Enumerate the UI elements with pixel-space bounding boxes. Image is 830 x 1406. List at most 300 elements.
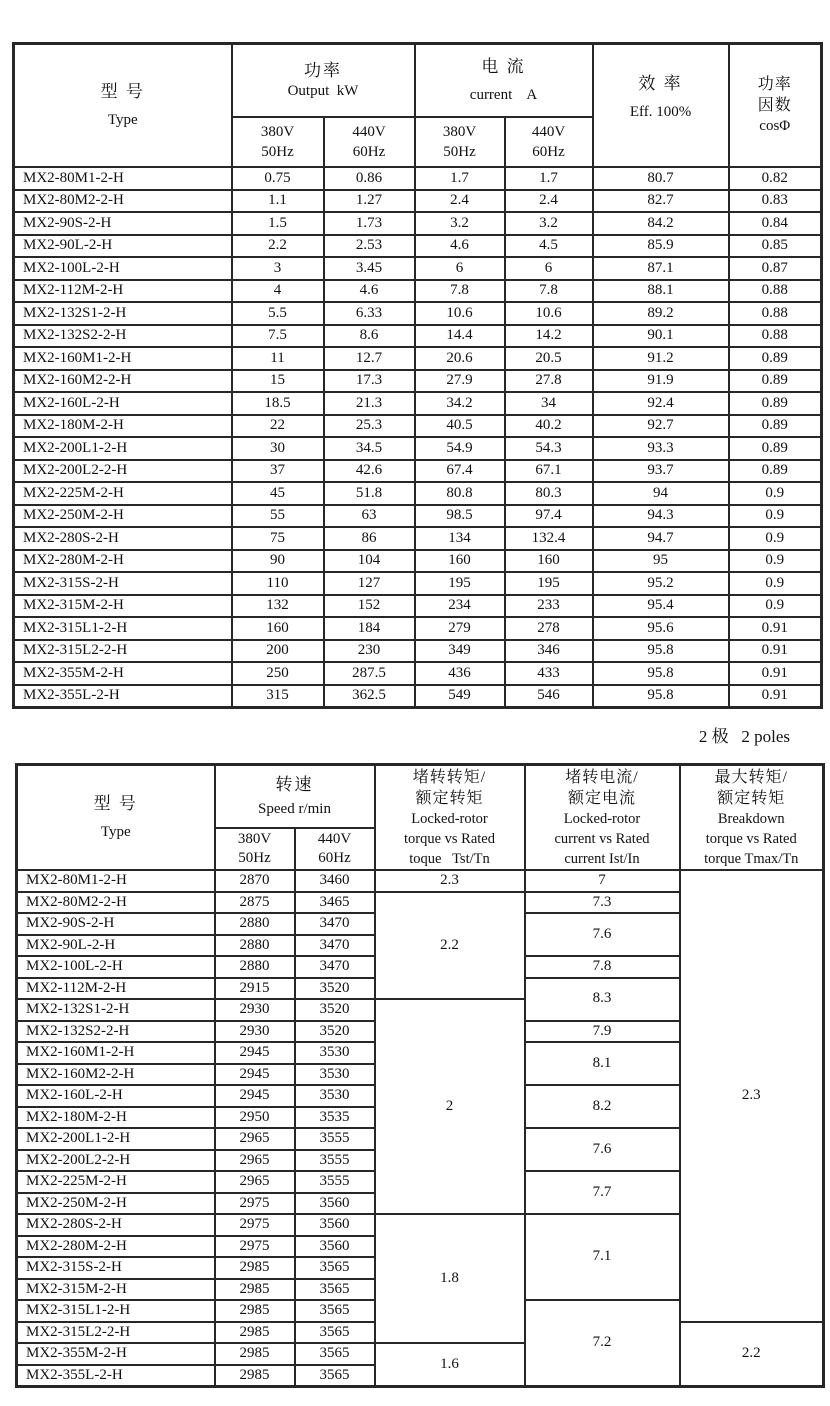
t1-row [14,527,822,550]
speed-cell: 2965 [215,1171,295,1193]
value-cell: 80.3 [505,482,593,505]
value-cell: 0.89 [729,370,822,393]
model-cell: MX2-132S2-2-H [14,325,232,348]
locked-current-label-zh-line1: 堵转电流/ [565,768,639,786]
model-cell: MX2-200L2-2-H [14,460,232,483]
value-cell: 55 [232,505,324,528]
model-cell: MX2-80M2-2-H [17,892,215,914]
frequency-label: 50Hz [238,850,271,866]
frequency-label: 60Hz [318,850,351,866]
t2-locked-current-column-header [525,765,680,871]
speed-cell: 3560 [295,1214,375,1236]
value-cell: 92.7 [593,415,729,438]
value-cell: 67.1 [505,460,593,483]
speed-cell: 2880 [215,956,295,978]
speed-cell: 3555 [295,1128,375,1150]
frequency-label: 50Hz [443,144,476,160]
model-cell: MX2-160M2-2-H [14,370,232,393]
speed-cell: 3460 [295,870,375,892]
value-cell: 0.88 [729,280,822,303]
value-cell: 45 [232,482,324,505]
value-cell: 54.3 [505,437,593,460]
value-cell: 7.8 [505,280,593,303]
value-cell: 75 [232,527,324,550]
breakdown-torque-label-en-line2: torque vs Rated [705,830,797,847]
speed-cell: 2945 [215,1064,295,1086]
value-cell: 127 [324,572,415,595]
model-cell: MX2-160M2-2-H [17,1064,215,1086]
t1-row [14,550,822,573]
speed-cell: 2870 [215,870,295,892]
voltage-label: 440V [352,123,386,140]
value-cell: 1.7 [505,167,593,190]
value-cell: 0.89 [729,347,822,370]
speed-cell: 2985 [215,1322,295,1344]
speed-label-zh: 转速 [275,774,314,794]
locked-torque-label-en-line1: Locked-rotor [411,810,488,827]
value-cell: 362.5 [324,685,415,708]
value-cell: 14.2 [505,325,593,348]
speed-cell: 2965 [215,1150,295,1172]
t2-row [17,870,824,892]
t1-row [14,325,822,348]
locked-torque-label-zh-line2: 额定转矩 [415,789,484,807]
speed-cell: 2975 [215,1193,295,1215]
table2-body [17,870,824,1387]
poles-caption: 2 极 2 poles [698,727,790,746]
value-cell: 91.9 [593,370,729,393]
value-cell: 0.9 [729,527,822,550]
value-cell: 89.2 [593,302,729,325]
model-cell: MX2-112M-2-H [14,280,232,303]
powerfactor-label-en: cosΦ [759,117,791,134]
speed-cell: 3565 [295,1343,375,1365]
value-cell: 278 [505,617,593,640]
breakdown-torque-label-zh-line1: 最大转矩/ [714,768,788,786]
value-cell: 195 [505,572,593,595]
value-cell: 93.3 [593,437,729,460]
model-cell: MX2-90L-2-H [14,235,232,258]
value-cell: 15 [232,370,324,393]
value-cell: 2.2 [232,235,324,258]
t1-row [14,482,822,505]
speed-cell: 3535 [295,1107,375,1129]
value-cell: 94 [593,482,729,505]
powerfactor-label-zh-line2: 因数 [757,96,792,114]
model-cell: MX2-355M-2-H [14,662,232,685]
value-cell: 4.6 [415,235,505,258]
speed-cell: 3565 [295,1300,375,1322]
value-cell: 0.75 [232,167,324,190]
t1-efficiency-column-header [593,44,729,168]
t1-type-column-header [14,44,232,168]
value-cell: 0.89 [729,392,822,415]
power-label-zh: 功率 [304,60,342,80]
value-cell: 90 [232,550,324,573]
t2-subheader-speed-440v [295,828,375,870]
speed-cell: 3530 [295,1085,375,1107]
value-cell: 287.5 [324,662,415,685]
value-cell: 82.7 [593,190,729,213]
model-cell: MX2-315M-2-H [17,1279,215,1301]
locked-torque-cell: 1.8 [375,1214,525,1343]
value-cell: 4 [232,280,324,303]
efficiency-label-en: Eff. 100% [629,103,692,120]
value-cell: 94.7 [593,527,729,550]
locked-current-cell: 7.9 [525,1021,680,1043]
speed-cell: 3470 [295,935,375,957]
model-cell: MX2-160M1-2-H [17,1042,215,1064]
value-cell: 37 [232,460,324,483]
value-cell: 42.6 [324,460,415,483]
t1-row [14,212,822,235]
value-cell: 0.9 [729,482,822,505]
speed-cell: 3465 [295,892,375,914]
value-cell: 27.9 [415,370,505,393]
value-cell: 230 [324,640,415,663]
t1-row [14,302,822,325]
value-cell: 1.7 [415,167,505,190]
value-cell: 12.7 [324,347,415,370]
speed-cell: 2975 [215,1214,295,1236]
locked-torque-label-en-line2: torque vs Rated [403,830,495,847]
speed-cell: 2930 [215,999,295,1021]
locked-torque-cell: 1.6 [375,1343,525,1387]
value-cell: 3.45 [324,257,415,280]
locked-current-label-en-line2: current vs Rated [554,830,650,847]
model-cell: MX2-90S-2-H [17,913,215,935]
value-cell: 40.2 [505,415,593,438]
locked-current-cell: 7.6 [525,1128,680,1171]
type-label-zh: 型 号 [100,81,145,101]
value-cell: 195 [415,572,505,595]
model-cell: MX2-160L-2-H [14,392,232,415]
value-cell: 8.6 [324,325,415,348]
t1-row [14,347,822,370]
model-cell: MX2-80M1-2-H [14,167,232,190]
speed-cell: 3520 [295,978,375,1000]
value-cell: 7.8 [415,280,505,303]
value-cell: 0.91 [729,617,822,640]
value-cell: 63 [324,505,415,528]
speed-cell: 3530 [295,1042,375,1064]
frequency-label: 50Hz [261,144,294,160]
value-cell: 0.85 [729,235,822,258]
value-cell: 4.5 [505,235,593,258]
locked-torque-cell: 2.3 [375,870,525,892]
locked-current-label-en-line1: Locked-rotor [563,810,641,827]
speed-cell: 2985 [215,1343,295,1365]
value-cell: 54.9 [415,437,505,460]
value-cell: 6.33 [324,302,415,325]
model-cell: MX2-315L2-2-H [17,1322,215,1344]
value-cell: 1.5 [232,212,324,235]
value-cell: 110 [232,572,324,595]
t1-subheader-current-380v [415,117,505,167]
t2-locked-torque-column-header [375,765,525,871]
value-cell: 95.8 [593,640,729,663]
value-cell: 234 [415,595,505,618]
t1-row [14,257,822,280]
value-cell: 1.1 [232,190,324,213]
value-cell: 90.1 [593,325,729,348]
t1-row [14,167,822,190]
value-cell: 0.9 [729,572,822,595]
model-cell: MX2-315S-2-H [14,572,232,595]
speed-cell: 3530 [295,1064,375,1086]
breakdown-torque-label-zh-line2: 额定转矩 [717,789,786,807]
value-cell: 95.6 [593,617,729,640]
speed-cell: 3560 [295,1236,375,1258]
value-cell: 3.2 [505,212,593,235]
speed-cell: 3520 [295,999,375,1021]
value-cell: 279 [415,617,505,640]
value-cell: 233 [505,595,593,618]
value-cell: 0.91 [729,685,822,708]
value-cell: 0.91 [729,662,822,685]
locked-current-cell: 8.2 [525,1085,680,1128]
t1-row [14,415,822,438]
frequency-label: 60Hz [532,144,565,160]
t1-row [14,595,822,618]
value-cell: 97.4 [505,505,593,528]
value-cell: 0.89 [729,460,822,483]
value-cell: 3 [232,257,324,280]
value-cell: 92.4 [593,392,729,415]
locked-current-cell: 7.3 [525,892,680,914]
speed-cell: 2875 [215,892,295,914]
t1-row [14,280,822,303]
t1-subheader-output-440v [324,117,415,167]
value-cell: 0.86 [324,167,415,190]
value-cell: 0.88 [729,302,822,325]
breakdown-torque-label-en-line1: Breakdown [717,810,785,827]
model-cell: MX2-200L1-2-H [17,1128,215,1150]
model-cell: MX2-80M1-2-H [17,870,215,892]
model-cell: MX2-90S-2-H [14,212,232,235]
model-cell: MX2-280S-2-H [17,1214,215,1236]
value-cell: 17.3 [324,370,415,393]
value-cell: 25.3 [324,415,415,438]
value-cell: 0.84 [729,212,822,235]
model-cell: MX2-100L-2-H [14,257,232,280]
value-cell: 40.5 [415,415,505,438]
model-cell: MX2-200L2-2-H [17,1150,215,1172]
current-label-zh: 电 流 [481,56,526,76]
value-cell: 0.83 [729,190,822,213]
model-cell: MX2-80M2-2-H [14,190,232,213]
model-cell: MX2-315L1-2-H [14,617,232,640]
value-cell: 315 [232,685,324,708]
t1-current-column-header [415,44,593,118]
value-cell: 94.3 [593,505,729,528]
model-cell: MX2-100L-2-H [17,956,215,978]
value-cell: 6 [415,257,505,280]
model-cell: MX2-160L-2-H [17,1085,215,1107]
value-cell: 11 [232,347,324,370]
t1-powerfactor-column-header [729,44,822,168]
breakdown-torque-cell: 2.3 [680,870,824,1322]
t1-row [14,685,822,708]
value-cell: 67.4 [415,460,505,483]
value-cell: 549 [415,685,505,708]
t1-subheader-output-380v [232,117,324,167]
model-cell: MX2-180M-2-H [14,415,232,438]
speed-cell: 3565 [295,1322,375,1344]
value-cell: 0.9 [729,505,822,528]
value-cell: 51.8 [324,482,415,505]
current-label-en: current A [469,86,538,103]
value-cell: 34.5 [324,437,415,460]
locked-current-cell: 7.6 [525,913,680,956]
t2-subheader-speed-380v [215,828,295,870]
value-cell: 0.9 [729,595,822,618]
model-cell: MX2-132S1-2-H [17,999,215,1021]
model-cell: MX2-132S1-2-H [14,302,232,325]
value-cell: 5.5 [232,302,324,325]
value-cell: 21.3 [324,392,415,415]
speed-label-en: Speed r/min [258,800,331,817]
model-cell: MX2-132S2-2-H [17,1021,215,1043]
t1-subheader-current-440v [505,117,593,167]
t1-row [14,190,822,213]
frequency-label: 60Hz [352,144,386,160]
model-cell: MX2-160M1-2-H [14,347,232,370]
model-cell: MX2-250M-2-H [14,505,232,528]
value-cell: 87.1 [593,257,729,280]
value-cell: 95.2 [593,572,729,595]
t1-row [14,572,822,595]
speed-cell: 3470 [295,956,375,978]
speed-cell: 2985 [215,1279,295,1301]
locked-current-cell: 8.1 [525,1042,680,1085]
value-cell: 0.88 [729,325,822,348]
t1-row [14,392,822,415]
value-cell: 436 [415,662,505,685]
value-cell: 80.8 [415,482,505,505]
value-cell: 34.2 [415,392,505,415]
speed-cell: 2880 [215,935,295,957]
value-cell: 4.6 [324,280,415,303]
t2-header-main-row [17,765,824,829]
speed-cell: 3565 [295,1257,375,1279]
locked-torque-label-zh-line1: 堵转转矩/ [412,768,487,786]
model-cell: MX2-315L1-2-H [17,1300,215,1322]
voltage-label: 440V [317,830,352,847]
model-cell: MX2-180M-2-H [17,1107,215,1129]
locked-torque-cell: 2 [375,999,525,1214]
value-cell: 98.5 [415,505,505,528]
model-cell: MX2-355L-2-H [17,1365,215,1387]
locked-torque-label-en-line3: toque Tst/Tn [409,850,490,867]
value-cell: 200 [232,640,324,663]
value-cell: 20.5 [505,347,593,370]
breakdown-torque-cell: 2.2 [680,1322,824,1387]
speed-cell: 2950 [215,1107,295,1129]
value-cell: 95.8 [593,662,729,685]
power-current-table [12,42,823,709]
model-cell: MX2-200L1-2-H [14,437,232,460]
value-cell: 160 [232,617,324,640]
value-cell: 184 [324,617,415,640]
speed-cell: 2975 [215,1236,295,1258]
t1-row [14,235,822,258]
locked-current-cell: 7.1 [525,1214,680,1300]
model-cell: MX2-280M-2-H [14,550,232,573]
model-cell: MX2-315S-2-H [17,1257,215,1279]
value-cell: 0.89 [729,437,822,460]
t2-breakdown-torque-column-header [680,765,824,871]
t1-row [14,617,822,640]
value-cell: 0.89 [729,415,822,438]
model-cell: MX2-315L2-2-H [14,640,232,663]
value-cell: 152 [324,595,415,618]
value-cell: 160 [415,550,505,573]
voltage-label: 440V [531,123,566,140]
speed-cell: 2985 [215,1257,295,1279]
value-cell: 104 [324,550,415,573]
locked-torque-cell: 2.2 [375,892,525,1000]
type-label-en: Type [107,111,138,128]
value-cell: 84.2 [593,212,729,235]
type-label-en: Type [100,823,131,840]
t1-header-main-row [14,44,822,118]
value-cell: 134 [415,527,505,550]
locked-current-cell: 7.8 [525,956,680,978]
value-cell: 250 [232,662,324,685]
model-cell: MX2-112M-2-H [17,978,215,1000]
value-cell: 1.27 [324,190,415,213]
t1-power-column-header [232,44,415,118]
power-label-en: Output kW [287,82,359,99]
value-cell: 93.7 [593,460,729,483]
speed-cell: 2985 [215,1365,295,1387]
value-cell: 14.4 [415,325,505,348]
value-cell: 6 [505,257,593,280]
model-cell: MX2-90L-2-H [17,935,215,957]
value-cell: 132 [232,595,324,618]
value-cell: 160 [505,550,593,573]
speed-cell: 2965 [215,1128,295,1150]
value-cell: 86 [324,527,415,550]
t1-row [14,662,822,685]
value-cell: 0.82 [729,167,822,190]
value-cell: 10.6 [505,302,593,325]
value-cell: 95 [593,550,729,573]
speed-cell: 2880 [215,913,295,935]
speed-cell: 3555 [295,1171,375,1193]
speed-cell: 2945 [215,1042,295,1064]
value-cell: 95.4 [593,595,729,618]
value-cell: 546 [505,685,593,708]
value-cell: 0.87 [729,257,822,280]
model-cell: MX2-315M-2-H [14,595,232,618]
value-cell: 18.5 [232,392,324,415]
value-cell: 0.91 [729,640,822,663]
model-cell: MX2-280M-2-H [17,1236,215,1258]
value-cell: 95.8 [593,685,729,708]
speed-cell: 2945 [215,1085,295,1107]
value-cell: 0.9 [729,550,822,573]
value-cell: 2.4 [505,190,593,213]
t2-type-column-header [17,765,215,871]
table1-body [14,167,822,708]
value-cell: 1.73 [324,212,415,235]
type-label-zh: 型 号 [93,793,138,813]
voltage-label: 380V [442,123,477,140]
voltage-label: 380V [260,123,295,140]
value-cell: 349 [415,640,505,663]
